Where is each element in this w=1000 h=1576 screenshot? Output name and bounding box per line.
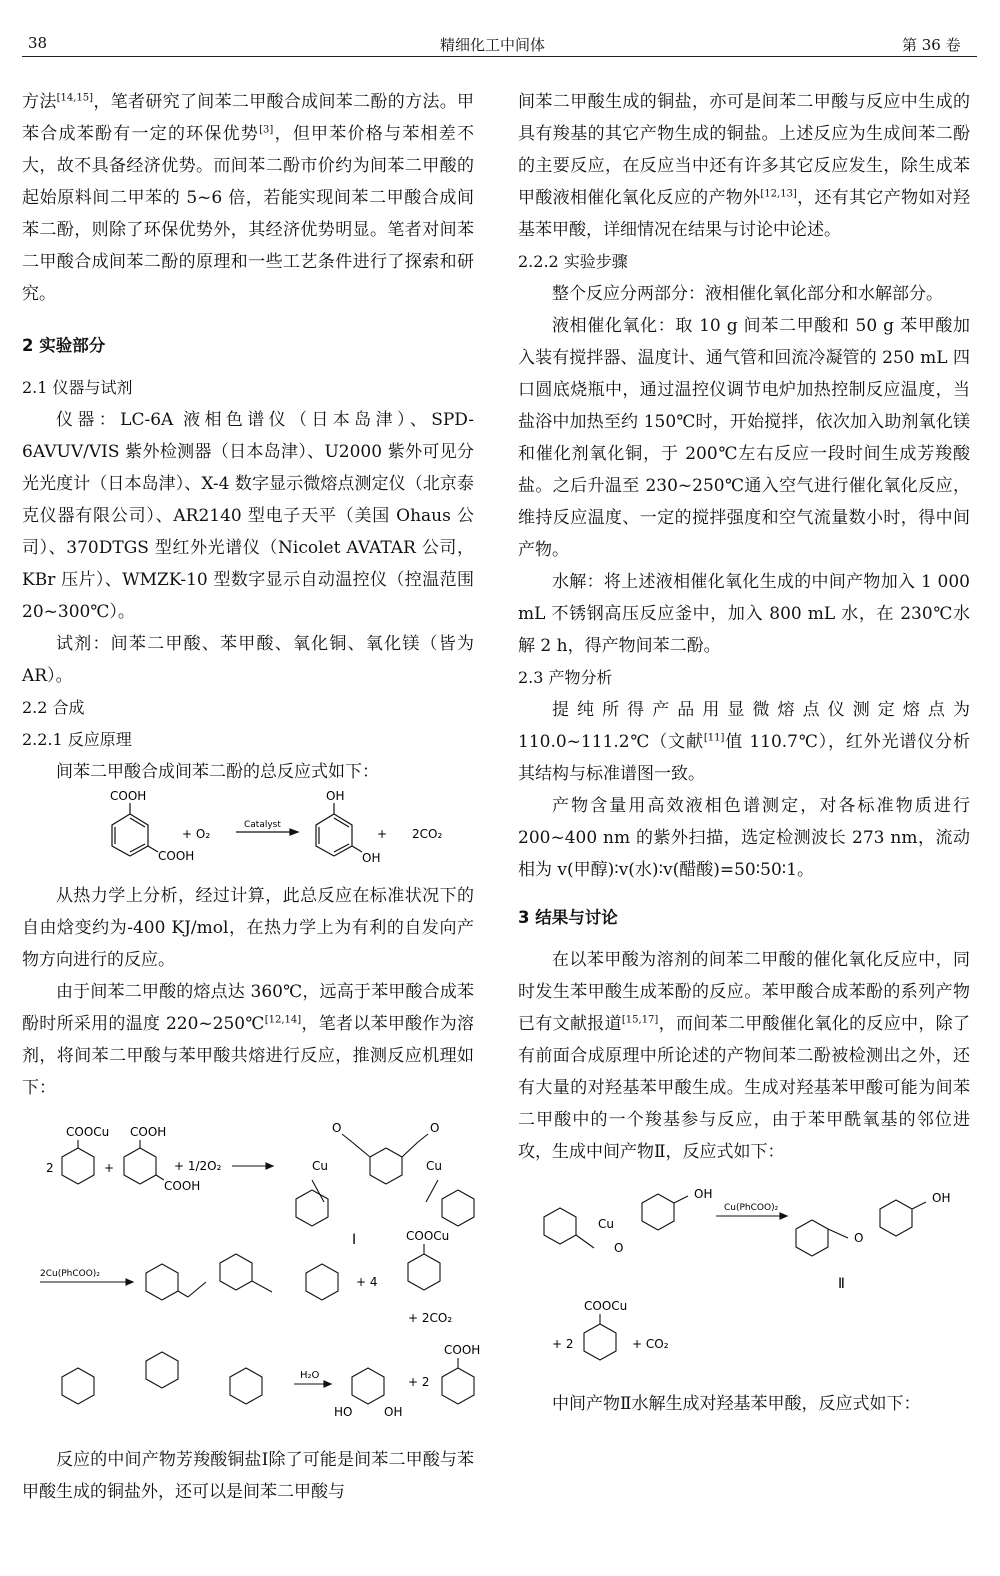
oh-label: OH — [384, 1405, 403, 1419]
section-heading-2-3: 2.3 产物分析 — [518, 668, 613, 687]
right-column — [518, 86, 970, 1420]
co2-label: 2CO₂ — [412, 827, 443, 841]
half-oxygen-label: + 1/2O₂ — [174, 1159, 222, 1173]
plus-sign: + — [377, 827, 388, 841]
final-paragraph: 中间产物Ⅱ水解生成对羟基苯甲酸，反应式如下： — [552, 1394, 921, 1414]
coefficient-2: 2 — [46, 1161, 54, 1175]
copper-benzoate-reagent: 2Cu(PhCOO)₂ — [40, 1269, 100, 1279]
coocu-label: COOCu — [584, 1299, 628, 1313]
total-reaction-intro: 间苯二甲酸合成间苯二酚的总反应式如下： — [56, 762, 379, 782]
section-heading-2: 2 实验部分 — [22, 336, 106, 355]
intermediate-paragraph: 反应的中间产物芳羧酸铜盐Ⅰ除了可能是间苯二甲酸与苯甲酸生成的铜盐外，还可以是间苯二甲酸与 — [22, 1450, 474, 1502]
section-heading-3: 3 结果与讨论 — [518, 908, 618, 927]
mechanism-scheme — [22, 1104, 481, 1444]
reagents-paragraph: 试剂：间苯二甲酸、苯甲酸、氧化铜、氧化镁（皆为 AR）。 — [22, 634, 474, 686]
results-paragraph: 在以苯甲酸为溶剂的间苯二甲酸的催化氧化反应中，同时发生苯甲酸生成苯酚的反应。苯甲酸合成苯酚的系列产物已有文献报道[15,17]，而间苯二甲酸催化氧化的反应中，除了有前面合成原理中所论述的产物间苯二酚被检测出之外，还有大量的对羟基苯甲酸生成。生成对羟基苯甲酸可能为间苯二甲酸中的一个羧基参与反应，由于苯甲酰氧基的邻位进攻，生成中间产物Ⅱ，反应式如下： — [518, 950, 970, 1162]
cooh-top-label: COOH — [110, 789, 147, 803]
oxygen-atom-label: O — [332, 1121, 342, 1135]
overall-reaction-scheme — [22, 788, 474, 880]
section-heading-2-2-2: 2.2.2 实验步骤 — [518, 252, 628, 271]
liquid-oxidation-paragraph: 液相催化氧化：取 10 g 间苯二甲酸和 50 g 苯甲酸加入装有搅拌器、温度计、通气管和回流冷凝管的 250 mL 四口圆底烧瓶中，通过温控仪调节电炉加热控制反应温度，当盐浴中加热至约 150℃时，开始搅拌，依次加入助剂氧化镁和催化剂氧化铜，于 200℃左右反应一段时间生成芳羧酸盐。之后升温至 230~250℃通入空气进行催化氧化反应，维持反应温度、一定的搅拌强度和空气流量数小时，得中间产物。 — [518, 316, 970, 560]
copper-salt-paragraph: 间苯二甲酸生成的铜盐，亦可是间苯二甲酸与反应中生成的具有羧基的其它产物生成的铜盐。上述反应为生成间苯二酚的主要反应，在反应当中还有许多其它反应发生，除生成苯甲酸液相催化氧化反应的产物外[12,13]，还有其它产物如对羟基苯甲酸，详细情况在结果与讨论中论述。 — [518, 92, 971, 240]
oxygen-label: + O₂ — [182, 827, 211, 841]
instruments-paragraph: 仪器：LC-6A 液相色谱仪（日本岛津）、SPD-6AVUV/VIS 紫外检测器（日本岛津）、U2000 紫外可见分光光度计（日本岛津）、X-4 数字显示微熔点测定仪（北京泰克仪器有限公司）、AR2140 型电子天平（美国 Ohaus 公司）、370DTGS 型红外光谱仪（Nicolet AVATAR 公司，KBr 压片）、WMZK-10 型数字显示自动温控仪（控温范围 20~300℃）。 — [22, 410, 474, 622]
cooh-label: COOH — [130, 1125, 167, 1139]
plus-co2: + CO₂ — [632, 1337, 669, 1351]
section-heading-2-2: 2.2 合成 — [22, 698, 85, 717]
copper-benzoate-reagent: Cu(PhCOO)₂ — [724, 1203, 779, 1213]
running-header — [22, 30, 977, 54]
steps-paragraph: 整个反应分两部分：液相催化氧化部分和水解部分。 — [552, 284, 943, 304]
header-rule — [22, 56, 977, 57]
plus-two: + 2 — [408, 1375, 430, 1389]
oh-bottom-label: OH — [362, 851, 381, 865]
plus-two: + 2 — [552, 1337, 574, 1351]
cooh-second-label: COOH — [164, 1179, 201, 1193]
coocu-product-label: COOCu — [406, 1229, 450, 1243]
cooh-product-label: COOH — [444, 1343, 481, 1357]
section-heading-2-1: 2.1 仪器与试剂 — [22, 378, 133, 397]
thermodynamics-paragraph: 从热力学上分析，经过计算，此总反应在标准状况下的自由焓变约为-400 KJ/mol，在热力学上为有利的自发向产物方向进行的反应。 — [22, 886, 474, 970]
plus-four: + 4 — [356, 1275, 378, 1289]
cu-label: Cu — [312, 1159, 328, 1173]
hplc-paragraph: 产物含量用高效液相色谱测定，对各标准物质进行 200~400 nm 的紫外扫描，选定检测波长 273 nm，流动相为 v(甲醇)∶v(水)∶v(醋酸)=50∶50∶1。 — [518, 796, 970, 880]
oxygen-atom-label-right: O — [430, 1121, 440, 1135]
intermediate-I-label: I — [352, 1232, 357, 1248]
left-column — [22, 86, 481, 1508]
melting-point-paragraph: 由于间苯二甲酸的熔点达 360℃，远高于苯甲酸合成苯酚时所采用的温度 220~250℃[12,14]，笔者以苯甲酸作为溶剂，将间苯二甲酸与苯甲酸共熔进行反应，推测反应机理如下： — [22, 982, 474, 1098]
intermediate-II-scheme — [518, 1168, 970, 1388]
oh-top-label: OH — [326, 789, 345, 803]
intro-paragraph: 方法[14,15]，笔者研究了间苯二甲酸合成间苯二酚的方法。甲苯合成苯酚有一定的环保优势[3]，但甲苯价格与苯相差不大，故不具备经济优势。而间苯二酚市价约为间苯二甲酸的起始原料间二甲苯的 5~6 倍，若能实现间苯二甲酸合成间苯二酚，则除了环保优势外，其经济优势明显。笔者对间苯二甲酸合成间苯二酚的原理和一些工艺条件进行了探索和研究。 — [22, 92, 475, 304]
cu-right-label: Cu — [426, 1159, 442, 1173]
plus-two-co2: + 2CO₂ — [408, 1311, 453, 1325]
oxygen-atom-label: O — [614, 1241, 624, 1255]
cooh-bottom-label: COOH — [158, 849, 195, 863]
journal-title: 精细化工中间体 — [440, 36, 546, 54]
purification-paragraph: 提纯所得产品用显微熔点仪测定熔点为 110.0~111.2℃（文献[11]值 110.7℃），红外光谱仪分析其结构与标准谱图一致。 — [518, 700, 970, 784]
water-label: H₂O — [300, 1370, 320, 1381]
hydrolysis-paragraph: 水解：将上述液相催化氧化生成的中间产物加入 1 000 mL 不锈钢高压反应釜中，加入 800 mL 水，在 230℃水解 2 h，得产物间苯二酚。 — [518, 572, 970, 656]
oxygen-atom-product: O — [854, 1231, 864, 1245]
ho-label: HO — [334, 1405, 353, 1419]
catalyst-label: Catalyst — [244, 820, 281, 830]
plus-sign: + — [104, 1161, 115, 1175]
page-number: 38 — [28, 34, 48, 52]
intermediate-II-label: Ⅱ — [838, 1276, 845, 1292]
oh-product-label: OH — [932, 1191, 951, 1205]
cu-label: Cu — [598, 1217, 614, 1231]
section-heading-2-2-1: 2.2.1 反应原理 — [22, 730, 132, 749]
oh-label: OH — [694, 1187, 713, 1201]
coocu-label: COOCu — [66, 1125, 110, 1139]
volume-label: 第 36 卷 — [902, 36, 961, 54]
